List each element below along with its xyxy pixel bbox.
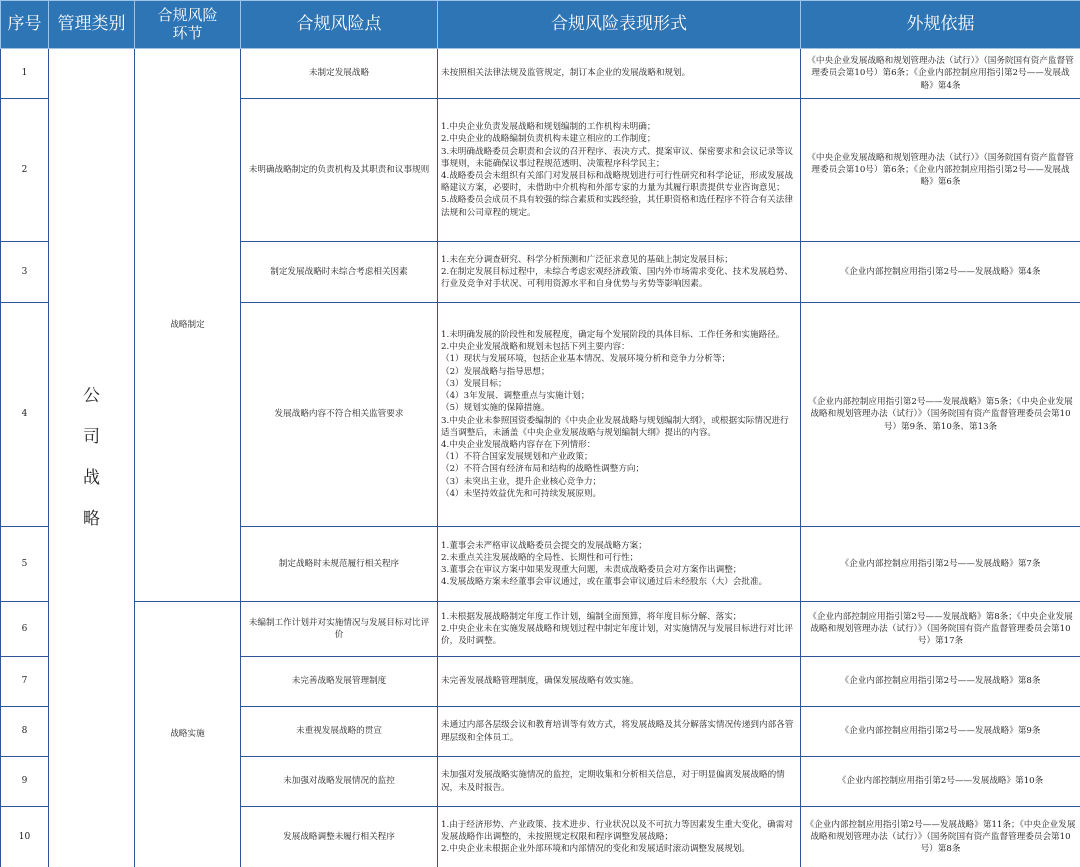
row-number: 8 [1,707,49,757]
row-number: 3 [1,242,49,303]
risk-point: 未制定发展战略 [241,49,438,99]
risk-form: 1.中央企业负责发展战略和规划编制的工作机构未明确； 2.中央企业的战略编制负责机构未建立相应的工作制度； 3.未明确战略委员会职责和会议的召开程序、表决方式、提案审议、保密要求和会议记录等议事规则，未能确保议事过程规范透明、决策程序科学民主； 4.战略委员会未组织有关部门对发展目标和战略规划进行可行性研究和科学论证，形成发展战略建议方案，必要时，未借助中介机构和外部专家的力量为其履行职责提供专业咨询意见； 5.战略委员会成员不具有较强的综合素质和实践经验，其任职资格和选任程序不符合有关法律法规和公司章程的规定。 [438,99,801,242]
risk-form: 1.未在充分调查研究、科学分析预测和广泛征求意见的基础上制定发展目标； 2.在制定发展目标过程中，未综合考虑宏观经济政策、国内外市场需求变化、技术发展趋势、行业及竞争对手状况、可利用资源水平和自身优势与劣势等影响因素。 [438,242,801,303]
header-risk-form: 合规风险表现形式 [438,1,801,49]
risk-form: 1.未明确发展的阶段性和发展程度，确定每个发展阶段的具体目标、工作任务和实施路径。 2.中央企业发展战略和规划未包括下列主要内容： （1）现状与发展环境，包括企业基本情况、发展环境分析和竞争力分析等； （2）发展战略与指导思想； （3）发展目标； （4）3年发展、调整重点与实施计划； （5）规划实施的保障措施。 3.中央企业未参照国资委编制的《中央企业发展战略与规划编制大纲》，或根据实际情况进行适当调整后，未涵盖《中央企业发展战略与规划编制大纲》提出的内容。 4.中央企业发展战略内容存在下列情形： （1）不符合国家发展规划和产业政策； （2）不符合国有经济布局和结构的战略性调整方向； （3）未突出主业，提升企业核心竞争力； （4）未坚持效益优先和可持续发展原则。 [438,303,801,527]
row-number: 5 [1,527,49,602]
stage-strategy-formulation: 战略制定 [135,49,241,602]
external-basis: 《中央企业发展战略和规划管理办法（试行）》（国务院国有资产监督管理委员会第10号）第6条；《企业内部控制应用指引第2号——发展战略》第4条 [801,49,1080,99]
risk-point: 未完善战略发展管理制度 [241,657,438,707]
header-category: 管理类别 [49,1,135,49]
row-number: 1 [1,49,49,99]
stage-strategy-implementation: 战略实施 [135,602,241,867]
row-number: 10 [1,807,49,867]
external-basis: 《中央企业发展战略和规划管理办法（试行）》（国务院国有资产监督管理委员会第10号）第6条；《企业内部控制应用指引第2号——发展战略》第6条 [801,99,1080,242]
risk-form: 未完善发展战略管理制度，确保发展战略有效实施。 [438,657,801,707]
external-basis: 《企业内部控制应用指引第2号——发展战略》第4条 [801,242,1080,303]
risk-point: 制定发展战略时未综合考虑相关因素 [241,242,438,303]
risk-point: 未重视发展战略的贯宣 [241,707,438,757]
table-row [1,602,1080,657]
external-basis: 《企业内部控制应用指引第2号——发展战略》第7条 [801,527,1080,602]
risk-point: 发展战略内容不符合相关监管要求 [241,303,438,527]
management-category: 公 司 战 略 [49,49,135,867]
risk-form: 1.由于经济形势、产业政策、技术进步、行业状况以及不可抗力等因素发生重大变化，确需对发展战略作出调整的，未按照规定权限和程序调整发展战略； 2.中央企业未根据企业外部环境和内部情况的变化和发展适时滚动调整发展规划。 [438,807,801,867]
external-basis: 《企业内部控制应用指引第2号——发展战略》第9条 [801,707,1080,757]
risk-form: 未通过内部各层级会议和教育培训等有效方式，将发展战略及其分解落实情况传递到内部各管理层级和全体员工。 [438,707,801,757]
external-basis: 《企业内部控制应用指引第2号——发展战略》第10条 [801,757,1080,807]
risk-form: 未按照相关法律法规及监管规定，制订本企业的发展战略和规划。 [438,49,801,99]
risk-point: 未加强对战略发展情况的监控 [241,757,438,807]
header-no: 序号 [1,1,49,49]
risk-form: 1.董事会未严格审议战略委员会提交的发展战略方案； 2.未重点关注发展战略的全局性、长期性和可行性； 3.董事会在审议方案中如果发现重大问题，未责成战略委员会对方案作出调整； 4.发展战略方案未经董事会审议通过，或在董事会审议通过后未经股东（大）会批准。 [438,527,801,602]
external-basis: 《企业内部控制应用指引第2号——发展战略》第11条；《中央企业发展战略和规划管理办法（试行）》（国务院国有资产监督管理委员会第10号）第8条 [801,807,1080,867]
risk-point: 制定战略时未规范履行相关程序 [241,527,438,602]
row-number: 4 [1,303,49,527]
external-basis: 《企业内部控制应用指引第2号——发展战略》第5条；《中央企业发展战略和规划管理办法（试行）》（国务院国有资产监督管理委员会第10号）第9条、第10条、第13条 [801,303,1080,527]
header-external-basis: 外规依据 [801,1,1080,49]
row-number: 9 [1,757,49,807]
row-number: 7 [1,657,49,707]
risk-point: 未明确战略制定的负责机构及其职责和议事规则 [241,99,438,242]
external-basis: 《企业内部控制应用指引第2号——发展战略》第8条 [801,657,1080,707]
risk-form: 1.未根据发展战略制定年度工作计划，编制全面预算，将年度目标分解、落实； 2.中央企业未在实施发展战略和规划过程中制定年度计划，对实施情况与发展目标进行对比评价，及时调整。 [438,602,801,657]
risk-form: 未加强对发展战略实施情况的监控，定期收集和分析相关信息，对于明显偏离发展战略的情况，未及时报告。 [438,757,801,807]
header-stage: 合规风险环节 [135,1,241,49]
row-number: 2 [1,99,49,242]
row-number: 6 [1,602,49,657]
risk-point: 发展战略调整未履行相关程序 [241,807,438,867]
table-row [1,49,1080,99]
risk-point: 未编制工作计划并对实施情况与发展目标对比评价 [241,602,438,657]
header-row [1,1,1080,49]
header-risk-point: 合规风险点 [241,1,438,49]
external-basis: 《企业内部控制应用指引第2号——发展战略》第8条；《中央企业发展战略和规划管理办法（试行）》（国务院国有资产监督管理委员会第10号）第17条 [801,602,1080,657]
